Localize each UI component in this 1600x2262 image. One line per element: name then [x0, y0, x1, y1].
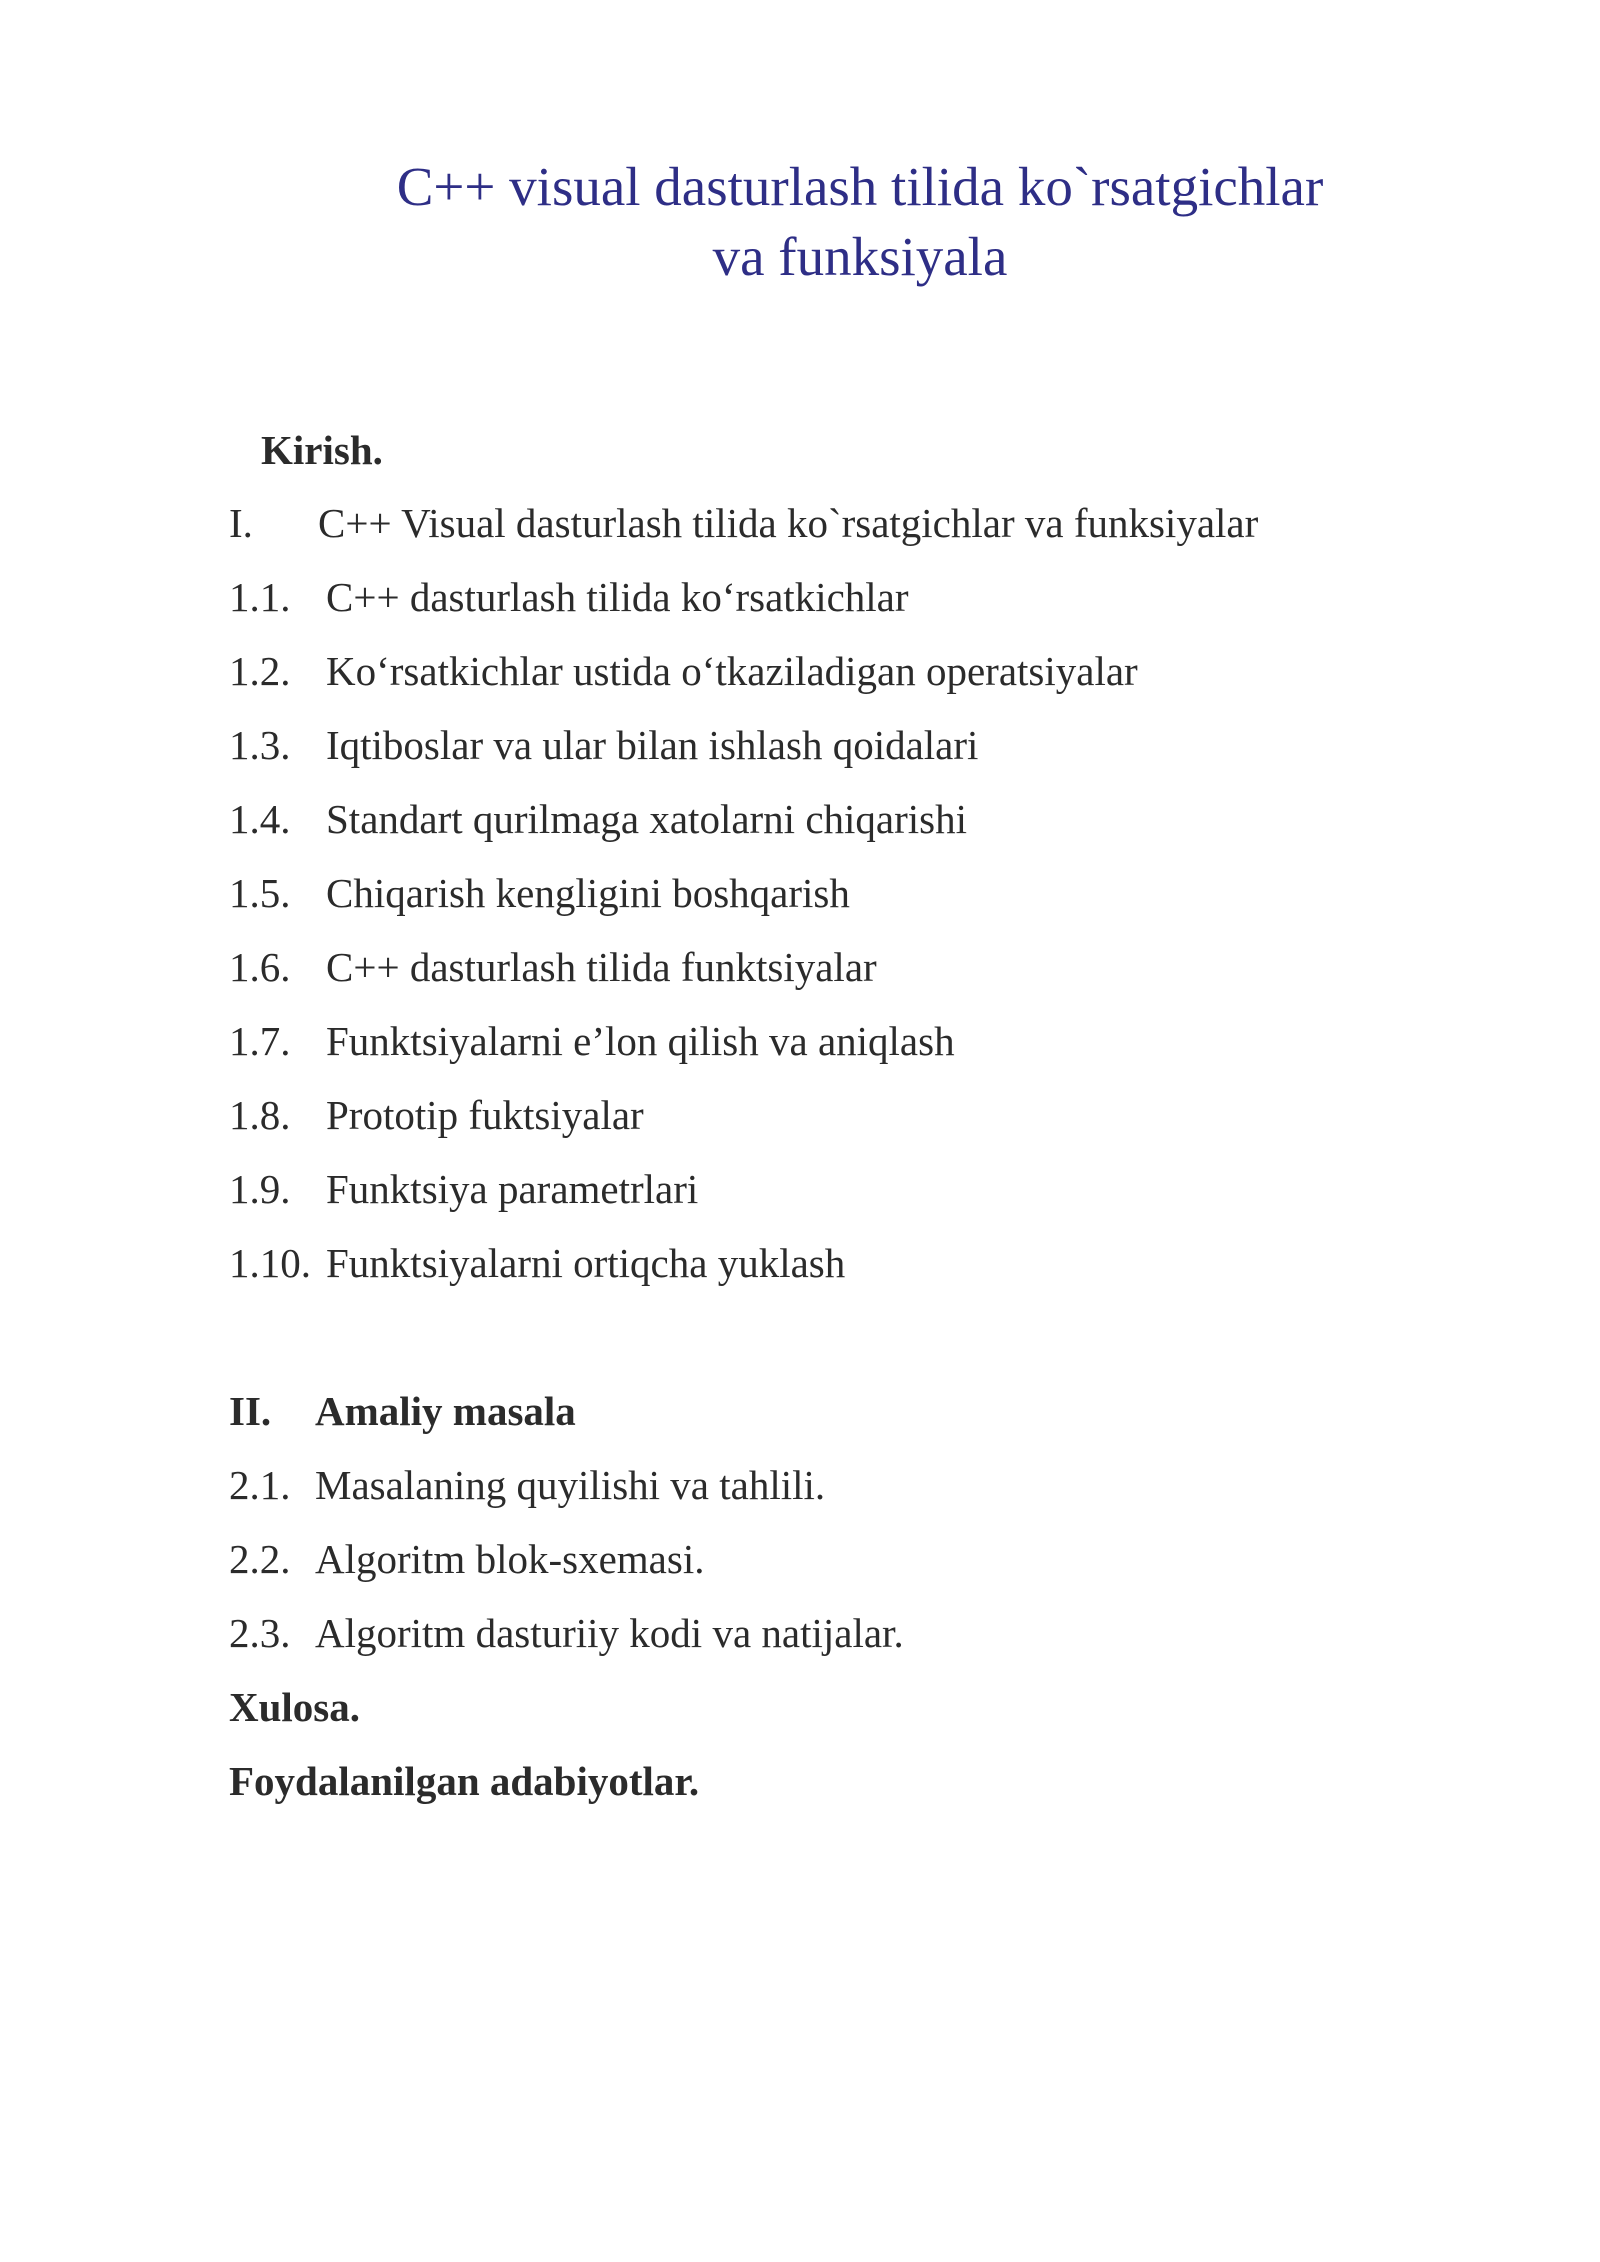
toc-item: [229, 942, 877, 992]
toc-item-text: Funktsiya parametrlari: [326, 1166, 699, 1212]
toc-part-1-number: I.: [229, 500, 253, 546]
toc-item-text: Algoritm dasturiiy kodi va natijalar.: [315, 1610, 904, 1656]
toc-item-number: 2.2.: [229, 1536, 291, 1582]
toc-item: [229, 1164, 698, 1214]
toc-item: [229, 646, 1138, 696]
toc-item-number: 2.1.: [229, 1462, 291, 1508]
toc-item-number: 1.2.: [229, 648, 291, 694]
toc-item-text: Iqtiboslar va ular bilan ishlash qoidalari: [326, 722, 979, 768]
toc-item-number: 1.1.: [229, 574, 291, 620]
toc-item-number: 1.3.: [229, 722, 291, 768]
toc-part-2-number: II.: [229, 1388, 272, 1434]
toc-item-number: 1.4.: [229, 796, 291, 842]
toc-item-number: 1.6.: [229, 944, 291, 990]
toc-part-1-text: C++ Visual dasturlash tilida ko`rsatgichlar va funksiyalar: [318, 500, 1259, 546]
toc-item-text: Funktsiyalarni e’lon qilish va aniqlash: [326, 1018, 955, 1064]
toc-item-text: Prototip fuktsiyalar: [326, 1092, 644, 1138]
toc-item-text: Masalaning quyilishi va tahlili.: [315, 1462, 826, 1508]
toc-item: [229, 1016, 955, 1066]
toc-item-text: Ko‘rsatkichlar ustida o‘tkaziladigan operatsiyalar: [326, 648, 1138, 694]
toc-item-number: 1.10.: [229, 1240, 311, 1286]
toc-part-2-text: Amaliy masala: [315, 1388, 576, 1434]
title-line-1: C++ visual dasturlash tilida ko`rsatgichlar: [396, 156, 1324, 217]
toc-part-2: [229, 1386, 576, 1436]
toc-references: Foydalanilgan adabiyotlar.: [229, 1758, 700, 1804]
toc-part-1: [229, 498, 1258, 548]
toc-item-text: Funktsiyalarni ortiqcha yuklash: [326, 1240, 846, 1286]
toc-item: [229, 868, 850, 918]
document-title: [260, 152, 1460, 292]
toc-item: [229, 1090, 644, 1140]
toc-item: [229, 1608, 904, 1658]
toc-item-text: C++ dasturlash tilida ko‘rsatkichlar: [326, 574, 909, 620]
title-line-2: va funksiyala: [712, 226, 1008, 287]
toc-item-text: Standart qurilmaga xatolarni chiqarishi: [326, 796, 968, 842]
toc-intro: Kirish.: [261, 427, 383, 473]
toc-item: [229, 1534, 704, 1584]
toc-item-number: 1.7.: [229, 1018, 291, 1064]
toc-item-text: Chiqarish kengligini boshqarish: [326, 870, 850, 916]
toc-item: [229, 1238, 845, 1288]
toc-item: [229, 1460, 825, 1510]
toc-item-number: 2.3.: [229, 1610, 291, 1656]
toc-item-text: C++ dasturlash tilida funktsiyalar: [326, 944, 877, 990]
toc-item-text: Algoritm blok-sxemasi.: [315, 1536, 705, 1582]
toc-item-number: 1.9.: [229, 1166, 291, 1212]
toc-item: [229, 794, 967, 844]
toc-conclusion: Xulosa.: [229, 1684, 361, 1730]
toc-item: [229, 572, 909, 622]
toc-item-number: 1.5.: [229, 870, 291, 916]
toc-item-number: 1.8.: [229, 1092, 291, 1138]
toc-item: [229, 720, 978, 770]
